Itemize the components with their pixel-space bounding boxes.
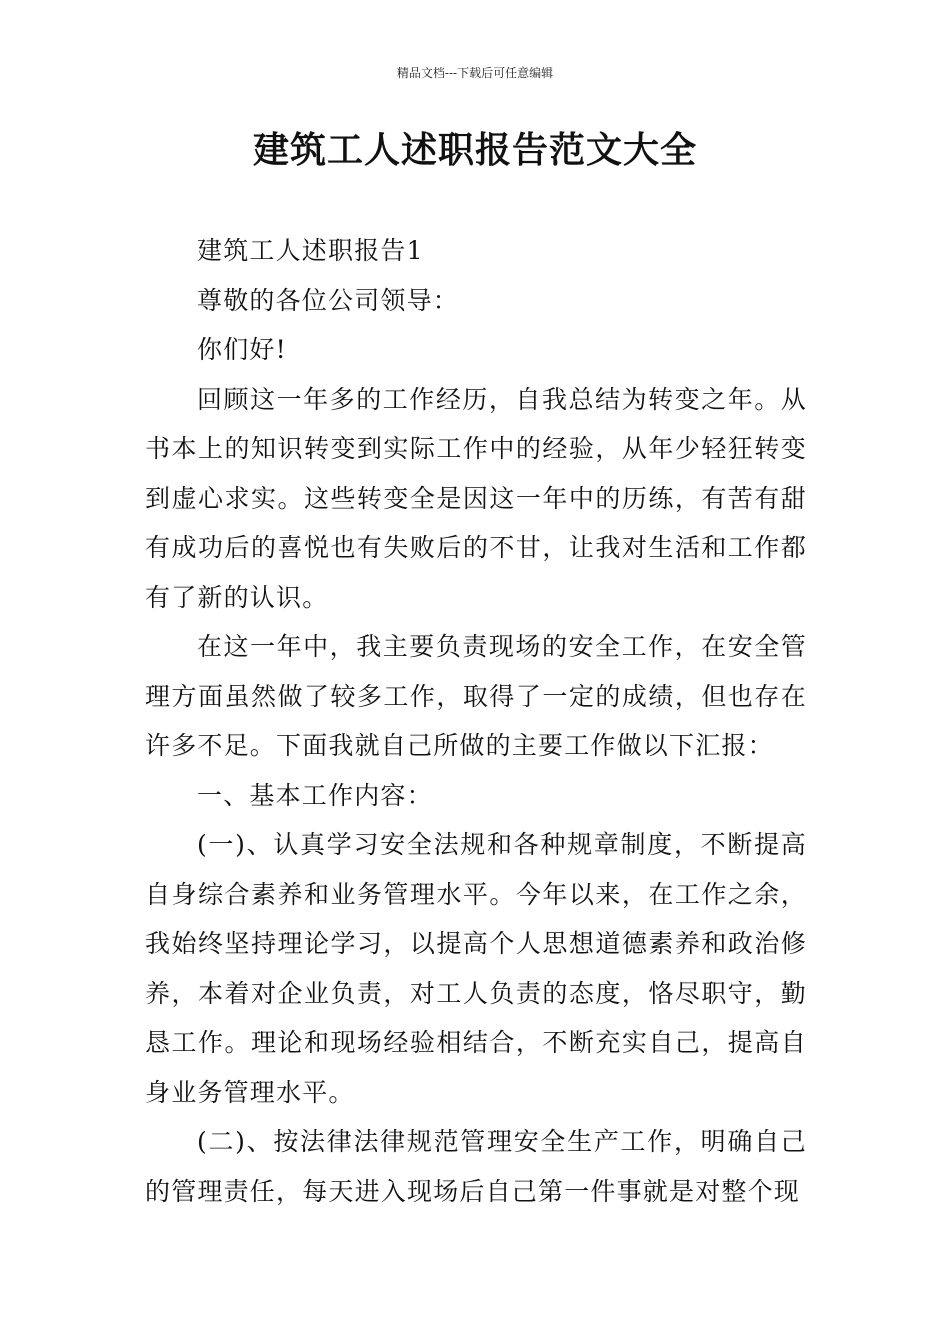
paragraph-responsibility: 在这一年中，我主要负责现场的安全工作，在安全管理方面虽然做了较多工作，取得了一定的成绩，但也存在许多不足。下面我就自己所做的主要工作做以下汇报：	[145, 632, 807, 760]
header-note: 精品文档---下载后可任意编辑	[396, 66, 554, 80]
document-body	[145, 226, 807, 1216]
paragraph-review: 回顾这一年多的工作经历，自我总结为转变之年。从书本上的知识转变到实际工作中的经验，从年少轻狂转变到虚心求实。这些转变全是因这一年中的历练，有苦有甜有成功后的喜悦也有失败后的不甘，让我对生活和工作都有了新的认识。	[145, 384, 807, 612]
document-title: 建筑工人述职报告范文大全	[252, 130, 697, 171]
salutation: 尊敬的各位公司领导：	[197, 285, 460, 315]
paragraph-item-1: (一)、认真学习安全法规和各种规章制度，不断提高自身综合素养和业务管理水平。今年以来，在工作之余，我始终坚持理论学习，以提高个人思想道德素养和政治修养，本着对企业负责，对工人负责的态度，恪尽职守，勤恳工作。理论和现场经验相结合，不断充实自己，提高自身业务管理水平。	[145, 830, 807, 1107]
paragraph-item-2: (二)、按法律法律规范管理安全生产工作，明确自己的管理责任，每天进入现场后自己第一件事就是对整个现	[145, 1127, 807, 1206]
report-heading: 建筑工人述职报告1	[197, 236, 424, 265]
greeting: 你们好!	[197, 335, 287, 364]
section-heading-basic-work: 一、基本工作内容：	[197, 780, 433, 810]
